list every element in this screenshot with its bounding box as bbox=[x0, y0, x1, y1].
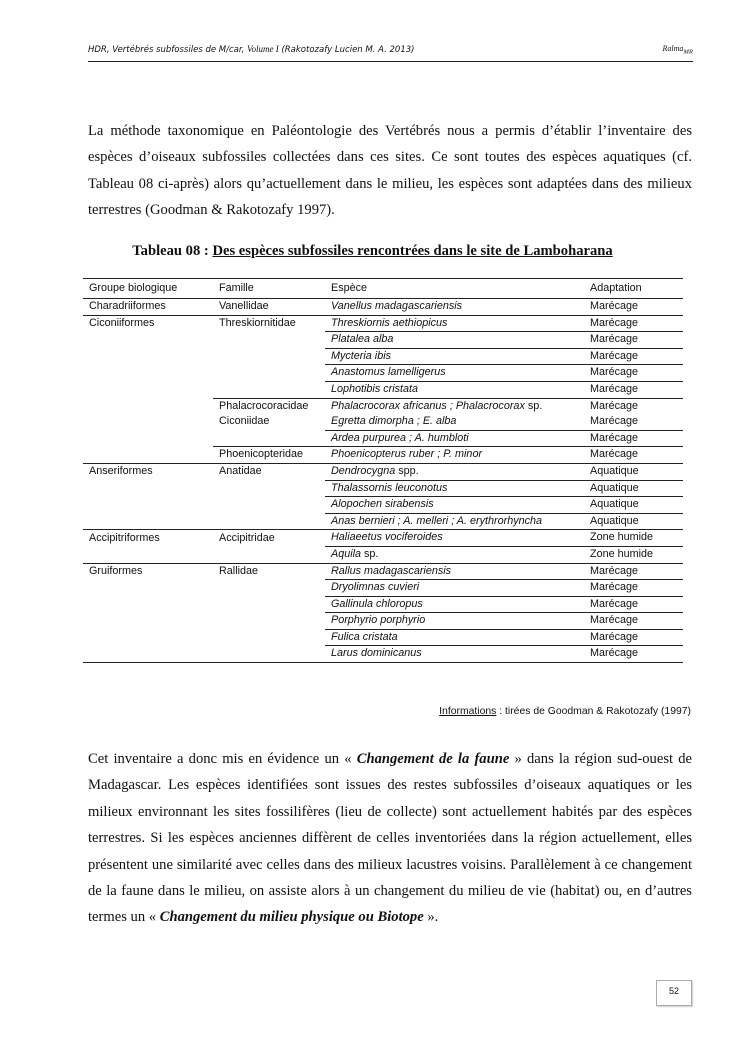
table-caption: Tableau 08 : Des espèces subfossiles rencontrées dans le site de Lamboharana bbox=[132, 243, 613, 259]
table-source: Informations : tirées de Goodman & Rakotozafy (1997) bbox=[439, 706, 691, 717]
table-row: Ciconiidae Egretta dimorpha ; E. alba Marécage bbox=[83, 414, 683, 430]
page-header bbox=[88, 44, 693, 58]
table-row: Platalea alba Marécage bbox=[83, 332, 683, 349]
table-row: Dryolimnas cuvieri Marécage bbox=[83, 580, 683, 597]
table-row: Lophotibis cristata Marécage bbox=[331, 382, 639, 395]
species-table bbox=[83, 278, 683, 663]
table-row: Ciconiiformes Threskiornitidae Threskiornis aethiopicus Marécage bbox=[83, 315, 683, 332]
header-espece: Espèce bbox=[331, 282, 368, 294]
header-adaptation: Adaptation bbox=[590, 282, 642, 294]
table-row: Charadriiformes Vanellidae Vanellus madagascariensis Marécage bbox=[83, 299, 683, 316]
table-row: Anas bernieri ; A. melleri ; A. erythrorhyncha Aquatique bbox=[83, 513, 683, 530]
table-row: Ardea purpurea ; A. humbloti Marécage bbox=[331, 431, 639, 444]
table-row: Porphyrio porphyrio Marécage bbox=[83, 613, 683, 630]
header-left: HDR, Vertébrés subfossiles de M/car, Volume I (Rakotozafy Lucien M. A. 2013) bbox=[88, 44, 415, 55]
header-rule bbox=[88, 61, 693, 62]
table-row: Phalacrocoracidae Phalacrocorax africanus ; Phalacrocorax sp. Marécage bbox=[83, 398, 683, 414]
table-row: Thalassornis leuconotus Aquatique bbox=[83, 480, 683, 497]
table-row: Fulica cristata Marécage bbox=[83, 629, 683, 646]
table-row: Larus dominicanus Marécage bbox=[83, 646, 683, 663]
table-row: Anastomus lamelligerus Marécage bbox=[83, 365, 683, 382]
table-row: Accipitriformes Accipitridae Haliaeetus vociferoides Zone humide bbox=[83, 530, 683, 547]
table-row: Aquila sp. Zone humide bbox=[83, 546, 683, 563]
table-row: Gruiformes Rallidae Rallus madagascariensis Marécage bbox=[83, 563, 683, 580]
page-number: 52 bbox=[656, 980, 692, 1006]
table-row: Gallinula chloropus Marécage bbox=[83, 596, 683, 613]
header-right: Ralma$_{MR}$ bbox=[662, 44, 693, 56]
intro-paragraph: La méthode taxonomique en Paléontologie des Vertébrés nous a permis d’établir l’inventaire des espèces d’oiseaux subfossiles collectées dans ces sites. Ce sont toutes des espèces aquatiques (cf. Tableau 08 ci-après) alors qu’actuellement dans le milieu, les espèces sont adaptées dans des milieux terrestres (Goodman & Rakotozafy 1997). bbox=[88, 123, 692, 219]
conclusion-paragraph: Cet inventaire a donc mis en évidence un « Changement de la faune » dans la région sud-ouest de Madagascar. Les espèces identifiées sont issues des restes subfossiles d’oiseaux aquatiques or les milieux environnant les sites fossilifères (lieu de collecte) sont actuellement habités par des espèces terrestres. Si les espèces anciennes diffèrent de celles inventoriées dans la région actuellement, elles présentent une similarité avec celles dans des milieux lacustres voisins. Parallèlement à ce changement de la faune dans le milieu, on assiste alors à un changement du milieu de vie (habitat) ou, en d’autres termes un « Changement du milieu physique ou Biotope ». bbox=[88, 751, 693, 926]
header-famille: Famille bbox=[219, 282, 254, 294]
table-row: Phoenicopteridae Phoenicopterus ruber ; P. minor Marécage bbox=[83, 447, 683, 464]
table-header-row bbox=[83, 279, 683, 299]
table-row: Alopochen sirabensis Aquatique bbox=[83, 497, 683, 514]
table-row: Anseriformes Anatidae Dendrocygna spp. Aquatique bbox=[83, 463, 683, 480]
table-row: Mycteria ibis Marécage bbox=[83, 348, 683, 365]
header-groupe: Groupe biologique bbox=[89, 282, 178, 294]
